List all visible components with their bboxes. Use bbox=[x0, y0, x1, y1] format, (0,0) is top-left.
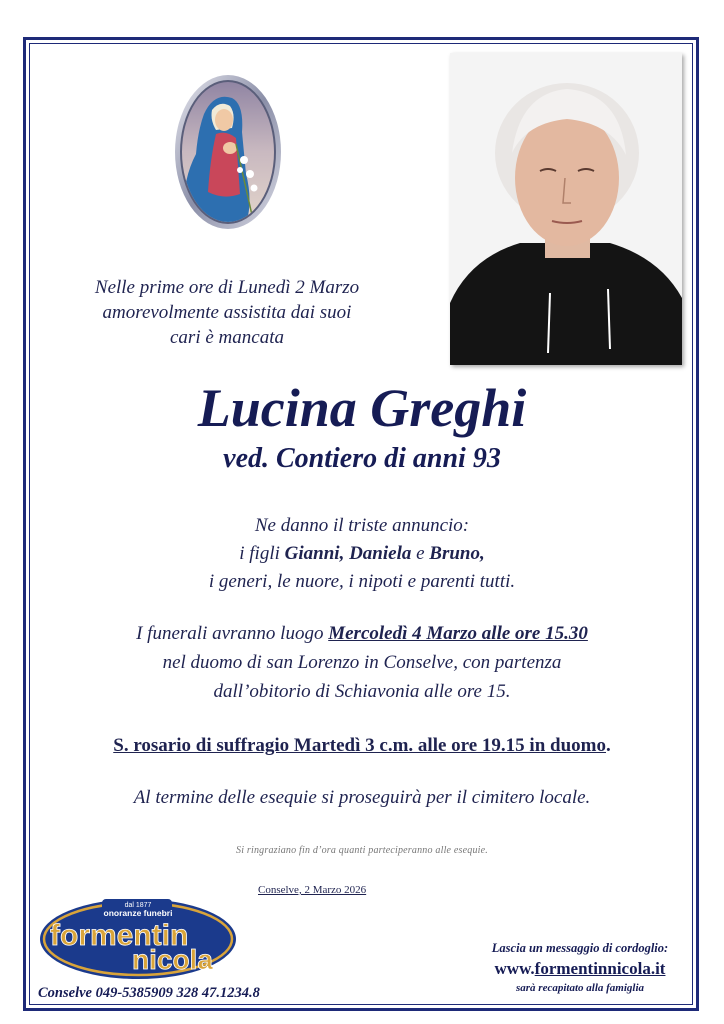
logo-graphic bbox=[38, 895, 238, 981]
intro-text bbox=[52, 275, 402, 350]
rosary-notice bbox=[0, 735, 724, 757]
deceased-portrait-photo bbox=[450, 53, 682, 365]
children-names-1: Gianni, Daniela bbox=[284, 543, 412, 564]
madonna-oval-image bbox=[174, 74, 282, 230]
rosary-end: . bbox=[606, 735, 611, 756]
website-prefix: www. bbox=[494, 959, 535, 978]
rosary-text: S. rosario di suffragio Martedì 3 c.m. alle ore 19.15 in duomo bbox=[113, 735, 606, 756]
funeral-home-logo bbox=[38, 895, 238, 981]
logo-tagline: onoranze funebri bbox=[103, 908, 173, 918]
children-names-2: Bruno, bbox=[429, 543, 485, 564]
announcement-line-3: i generi, le nuore, i nipoti e parenti tutti. bbox=[208, 571, 516, 592]
logo-brand-1: formentin bbox=[50, 919, 189, 952]
children-conj: e bbox=[411, 543, 430, 564]
thanks-note: Si ringraziano fin d’ora quanti parteciperanno alle esequie. bbox=[236, 845, 488, 856]
logo-brand-2: nicola bbox=[132, 944, 213, 975]
intro-line-1: Nelle prime ore di Lunedì 2 Marzo bbox=[94, 277, 360, 298]
funeral-details bbox=[0, 619, 724, 706]
website-name: formentinnicola.it bbox=[534, 959, 666, 978]
funeral-line-2: nel duomo di san Lorenzo in Conselve, con partenza bbox=[162, 652, 562, 673]
logo-since: dal 1877 bbox=[124, 902, 152, 909]
funeral-line-1 bbox=[0, 619, 724, 648]
deceased-subtitle: ved. Contiero di anni 93 bbox=[223, 443, 501, 474]
announcement-line-2 bbox=[0, 540, 724, 568]
intro-line-3: cari è mancata bbox=[170, 327, 284, 348]
closing-text: Al termine delle esequie si proseguirà per il cimitero locale. bbox=[133, 787, 591, 808]
deceased-name: Lucina Greghi bbox=[197, 378, 527, 438]
funeral-line-3: dall’obitorio di Schiavonia alle ore 15. bbox=[213, 681, 511, 702]
place-date: Conselve, 2 Marzo 2026 bbox=[258, 884, 367, 896]
condolence-invite: Lascia un messaggio di cordoglio: bbox=[491, 941, 669, 955]
website-link[interactable] bbox=[455, 959, 705, 979]
announcement-line-1: Ne danno il triste annuncio: bbox=[254, 515, 470, 536]
children-prefix: i figli bbox=[239, 543, 285, 564]
logo-sub: di Paolo bbox=[206, 973, 228, 979]
announcement-text bbox=[0, 512, 724, 596]
intro-line-2: amorevolmente assistita dai suoi bbox=[102, 302, 352, 323]
contact-phones: Conselve 049-5385909 328 47.1234.8 bbox=[38, 985, 260, 1001]
delivery-note: sarà recapitato alla famiglia bbox=[515, 982, 645, 994]
funeral-datetime: Mercoledì 4 Marzo alle ore 15.30 bbox=[328, 623, 588, 644]
funeral-prefix: I funerali avranno luogo bbox=[136, 623, 329, 644]
